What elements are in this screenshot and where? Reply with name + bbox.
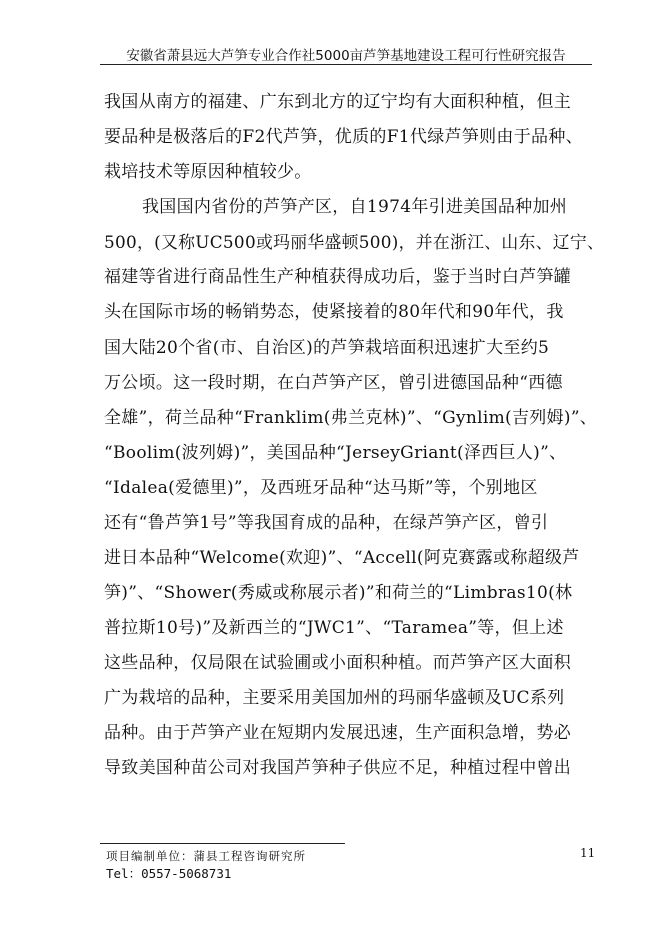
text-line: 笋)”、“Shower(秀威或称展示者)”和荷兰的“Limbras10(林 [104,583,573,603]
text-line: 进日本品种“Welcome(欢迎)”、“Accell(阿克赛露或称超级芦 [104,548,580,568]
text-line: “Boolim(波列姆)”，美国品种“JerseyGriant(泽西巨人)”、 [104,443,567,463]
page-header-title: 安徽省萧县远大芦笋专业合作社5000亩芦笋基地建设工程可行性研究报告 [126,48,566,64]
text-line: 广为栽培的品种，主要采用美国加州的玛丽华盛顿及UC系列 [104,688,565,708]
text-line: 还有“鲁芦笋1号”等我国育成的品种，在绿芦笋产区，曾引 [104,513,549,533]
text-line: 福建等省进行商品性生产种植获得成功后，鉴于当时白芦笋罐 [104,267,572,287]
text-line: 品种。由于芦笋产业在短期内发展迅速，生产面积急增，势必 [104,723,572,743]
footer-telephone: Tel：0557-5068731 [106,866,232,881]
text-line: 国大陆20个省(市、自治区)的芦笋栽培面积迅速扩大至约5 [104,338,550,358]
text-line: 我国从南方的福建、广东到北方的辽宁均有大面积种植，但主 [104,92,572,112]
footer-organization: 项目编制单位：蒲县工程咨询研究所 [106,849,306,863]
page-number: 11 [580,846,596,860]
text-line: 万公顷。这一段时期，在白芦笋产区，曾引进德国品种“西德 [104,373,563,393]
text-line: 普拉斯10号)”及新西兰的“JWC1”、“Taramea”等，但上述 [104,618,564,638]
header-divider [100,64,592,65]
text-line: 要品种是极落后的F2代芦笋，优质的F1代绿芦笋则由于品种、 [104,127,583,147]
text-line: 这些品种，仅局限在试验圃或小面积种植。而芦笋产区大面积 [104,653,572,673]
text-line: 栽培技术等原因种植较少。 [104,162,312,182]
text-line: “Idalea(爱德里)”，及西班牙品种“达马斯”等，个别地区 [104,478,538,498]
text-line: 全雄”，荷兰品种“Franklim(弗兰克林)”、“Gynlim(吉列姆)”、 [104,408,598,428]
footer-divider [100,843,345,844]
text-line: 我国国内省份的芦笋产区，自1974年引进美国品种加州 [142,197,568,217]
text-line: 500，(又称UC500或玛丽华盛顿500)，并在浙江、山东、辽宁、 [104,232,605,252]
text-line: 头在国际市场的畅销势态，使紧接着的80年代和90年代，我 [104,302,564,322]
text-line: 导致美国种苗公司对我国芦笋种子供应不足，种植过程中曾出 [104,758,572,778]
